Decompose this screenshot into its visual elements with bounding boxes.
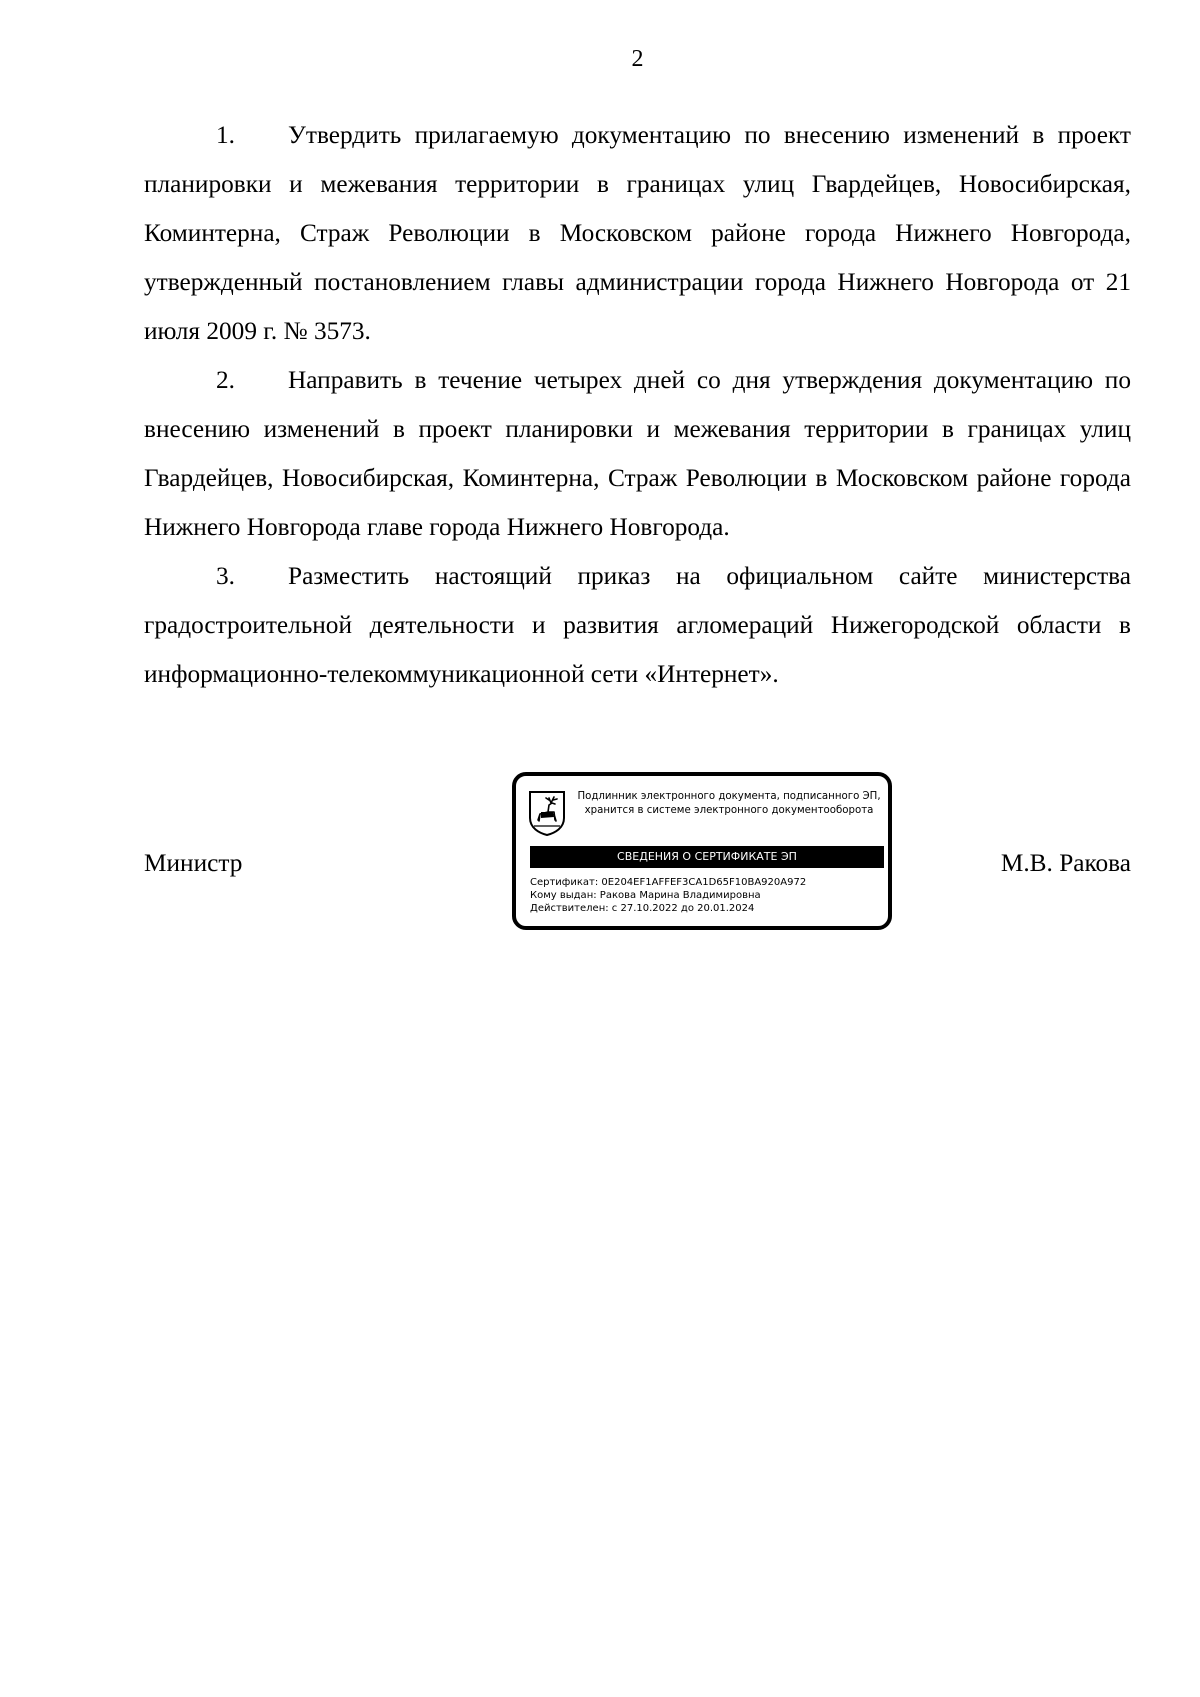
paragraph-text: Разместить настоящий приказ на официальном сайте министерства градостроительной деятельности и развития агломераций Нижегородской области в информационно-телекоммуникационной сети «Интернет».	[144, 562, 1131, 688]
validity-value: с 27.10.2022 до 20.01.2024	[611, 903, 755, 914]
validity-row	[530, 902, 884, 915]
paragraph-number: 1.	[216, 121, 235, 149]
paragraph-3	[144, 552, 1131, 699]
paragraph-1	[144, 111, 1131, 356]
validity-label: Действителен:	[530, 903, 609, 914]
page-number: 2	[631, 46, 644, 72]
certificate-row	[530, 876, 884, 889]
electronic-signature-stamp	[512, 772, 892, 930]
issued-to-row	[530, 889, 884, 902]
stamp-header: СВЕДЕНИЯ О СЕРТИФИКАТЕ ЭП	[530, 846, 884, 868]
signer-name: М.В. Ракова	[1000, 849, 1131, 877]
paragraph-text: Утвердить прилагаемую документацию по внесению изменений в проект планировки и межевания территории в границах улиц Гвардейцев, Новосибирская, Коминтерна, Страж Революции в Московском районе города Нижнего Новгорода, утвержденный постановлением главы администрации города Нижнего Новгорода от 21 июля 2009 г. № 3573.	[144, 121, 1131, 345]
stamp-certificate-details	[530, 876, 884, 915]
deer-coat-of-arms-icon	[528, 790, 566, 836]
paragraph-2	[144, 356, 1131, 552]
issued-to-value: Ракова Марина Владимировна	[599, 890, 761, 901]
stamp-notice	[570, 790, 888, 818]
stamp-notice-line: Подлинник электронного документа, подписанного ЭП,	[577, 791, 881, 802]
paragraph-number: 3.	[216, 562, 235, 590]
paragraph-text: Направить в течение четырех дней со дня утверждения документацию по внесению изменений в проект планировки и межевания территории в границах улиц Гвардейцев, Новосибирская, Коминтерна, Страж Революции в Московском районе города Нижнего Новгорода главе города Нижнего Новгорода.	[144, 366, 1131, 541]
signer-position: Министр	[144, 849, 243, 877]
certificate-label: Сертификат:	[530, 877, 599, 888]
certificate-value: 0E204EF1AFFEF3CA1D65F10BA920A972	[601, 877, 807, 888]
document-body	[144, 111, 1131, 699]
stamp-notice-line: хранится в системе электронного документооборота	[584, 805, 874, 816]
issued-to-label: Кому выдан:	[530, 890, 597, 901]
paragraph-number: 2.	[216, 366, 235, 394]
